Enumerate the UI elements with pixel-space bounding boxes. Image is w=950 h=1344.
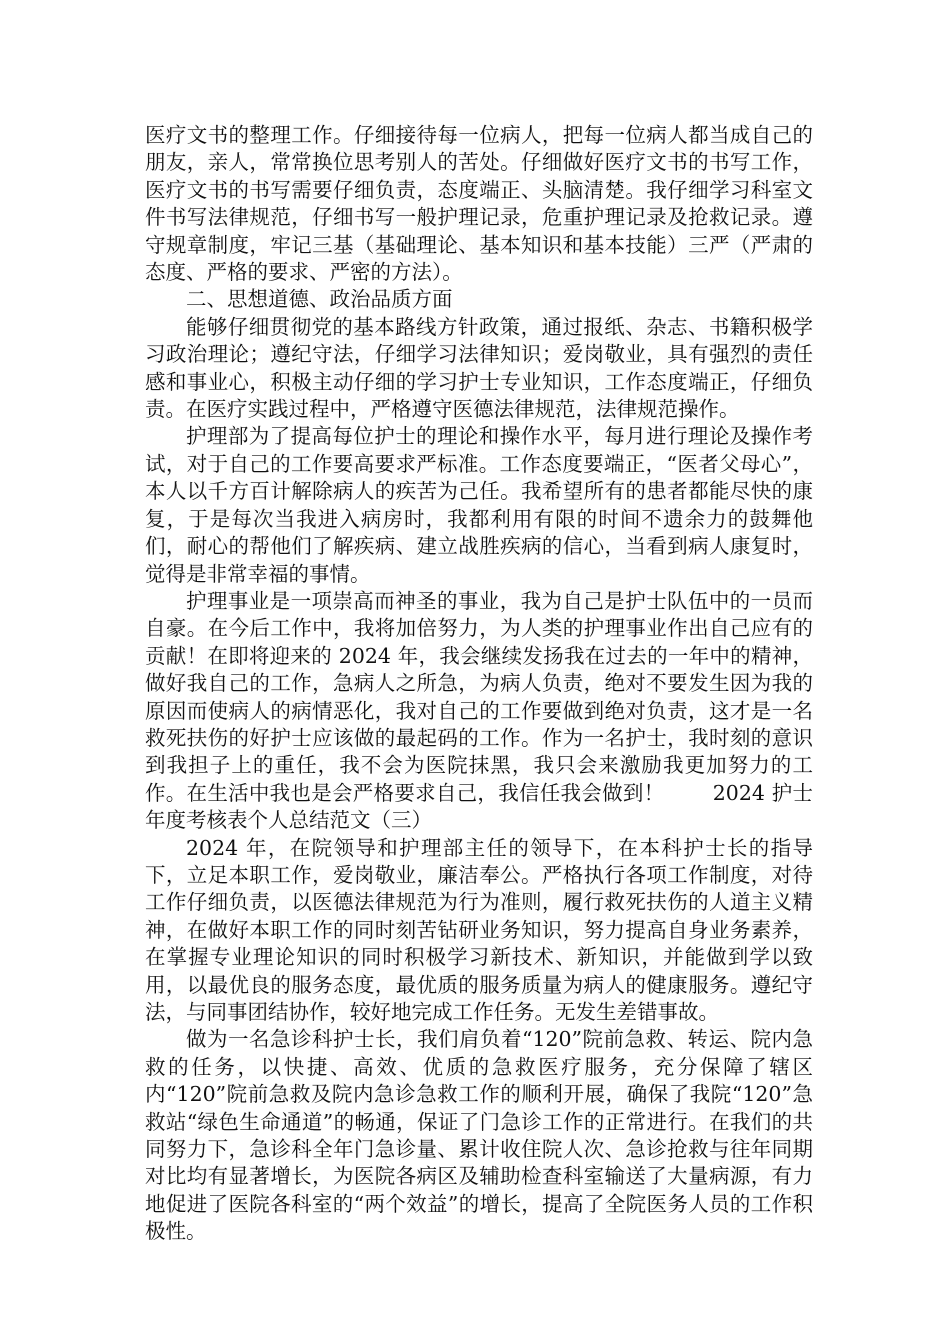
paragraph-nursing-career: 护理事业是一项崇高而神圣的事业，我为自己是护士队伍中的一员而自豪。在今后工作中，我将加倍努力，为人类的护理事业作出自己应有的贡献！在即将迎来的 2024 年，我会继续发扬我在过去的一年中的精神，做好我自己的工作，急病人之所急，为病人负责，绝对不要发生因为我的原因而使病人的病情恶化，我对自己的工作要做到绝对负责，这才是一名救死扶伤的好护士应该做的最起码的工作。作为一名护士，我时刻的意识到我担子上的重任，我不会为医院抹黑，我只会来激励我更加努力的工作。在生活中我也是会严格要求自己，我信任我会做到！ 2024 护士年度考核表个人总结范文（三） bbox=[145, 588, 813, 833]
paragraph-nursing-training: 护理部为了提高每位护士的理论和操作水平，每月进行理论及操作考试，对于自己的工作要高要求严标准。工作态度要端正，“医者父母心”，本人以千方百计解除病人的疾苦为己任。我希望所有的患者都能尽快的康复，于是每次当我进入病房时，我都利用有限的时间不遗余力的鼓舞他们，耐心的帮他们了解疾病、建立战胜疾病的信心，当看到病人康复时，觉得是非常幸福的事情。 bbox=[145, 424, 813, 586]
paragraph-political-study: 能够仔细贯彻党的基本路线方针政策，通过报纸、杂志、书籍积极学习政治理论；遵纪守法，仔细学习法律知识；爱岗敬业，具有强烈的责任感和事业心，积极主动仔细的学习护士专业知识，工作态度端正，仔细负责。在医疗实践过程中，严格遵守医德法律规范，法律规范操作。 bbox=[145, 314, 813, 422]
document-body bbox=[145, 122, 813, 1246]
section-heading-ideology: 二、思想道德、政治品质方面 bbox=[186, 287, 453, 312]
paragraph-emergency-head-nurse: 做为一名急诊科护士长，我们肩负着“120”院前急救、转运、院内急救的任务，以快捷、高效、优质的急救医疗服务，充分保障了辖区内“120”院前急救及院内急诊急救工作的顺利开展，确保了我院“120”急救站“绿色生命通道”的畅通，保证了门急诊工作的正常进行。在我们的共同努力下，急诊科全年门急诊量、累计收住院人次、急诊抢救与往年同期对比均有显著增长，为医院各病区及辅助检查科室输送了大量病源，有力地促进了医院各科室的“两个效益”的增长，提高了全院医务人员的工作积极性。 bbox=[145, 1027, 813, 1244]
paragraph-annual-summary: 2024 年，在院领导和护理部主任的领导下，在本科护士长的指导下，立足本职工作，爱岗敬业，廉洁奉公。严格执行各项工作制度，对待工作仔细负责，以医德法律规范为行为准则，履行救死扶伤的人道主义精神，在做好本职工作的同时刻苦钻研业务知识，努力提高自身业务素养，在掌握专业理论知识的同时积极学习新技术、新知识，并能做到学以致用，以最优良的服务态度，最优质的服务质量为病人的健康服务。遵纪守法，与同事团结协作，较好地完成工作任务。无发生差错事故。 bbox=[145, 835, 813, 1024]
paragraph-medical-documents: 医疗文书的整理工作。仔细接待每一位病人，把每一位病人都当成自己的朋友，亲人，常常换位思考别人的苦处。仔细做好医疗文书的书写工作，医疗文书的书写需要仔细负责，态度端正、头脑清楚。我仔细学习科室文件书写法律规范，仔细书写一般护理记录，危重护理记录及抢救记录。遵守规章制度，牢记三基（基础理论、基本知识和基本技能）三严（严肃的态度、严格的要求、严密的方法）。 bbox=[145, 123, 813, 285]
